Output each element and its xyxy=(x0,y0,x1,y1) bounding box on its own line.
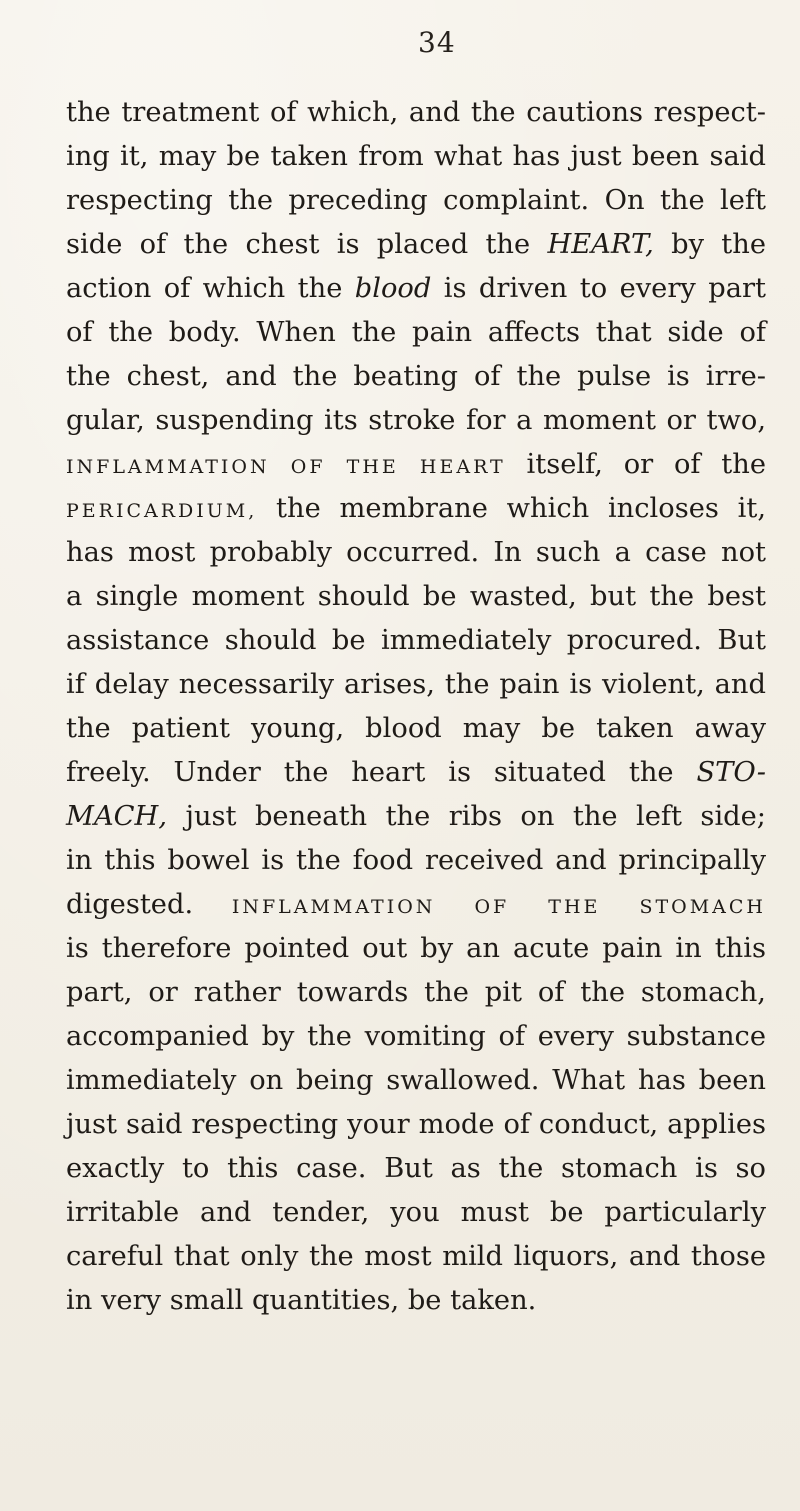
smallcaps-inflammation-stomach: INFLAMMATION OF THE STOMACH xyxy=(231,896,766,918)
text-line: of the body. When the pain affects that side of xyxy=(66,317,766,348)
text-line-last: in very small quantities, be taken. xyxy=(66,1285,537,1316)
text-line: respecting the preceding complaint. On the left xyxy=(66,185,766,216)
text-line: MACH, just beneath the ribs on the left side; xyxy=(66,801,766,832)
text-line: the patient young, blood may be taken away xyxy=(66,713,766,744)
text-line: action of which the blood is driven to every part xyxy=(66,273,766,304)
text-line: in this bowel is the food received and principally xyxy=(66,845,766,876)
text-line: PERICARDIUM, the membrane which incloses it, xyxy=(66,493,766,524)
text-line: exactly to this case. But as the stomach is so xyxy=(66,1153,766,1184)
text-line: side of the chest is placed the HEART, by the xyxy=(66,229,766,260)
text-line: if delay necessarily arises, the pain is violent, and xyxy=(66,669,766,700)
page-number: 34 xyxy=(418,26,456,59)
text-line: immediately on being swallowed. What has been xyxy=(66,1065,766,1096)
smallcaps-pericardium: PERICARDIUM, xyxy=(66,500,258,522)
text-line: ing it, may be taken from what has just been said xyxy=(66,141,766,172)
text-line: is therefore pointed out by an acute pain in this xyxy=(66,933,766,964)
text-line: accompanied by the vomiting of every substance xyxy=(66,1021,766,1052)
text-line: assistance should be immediately procured. But xyxy=(66,625,766,656)
text-line: a single moment should be wasted, but the best xyxy=(66,581,766,612)
emphasis-blood: blood xyxy=(354,273,432,304)
body-text xyxy=(66,91,766,1323)
text-line: digested. INFLAMMATION OF THE STOMACH xyxy=(66,889,766,920)
emphasis-stomach-cont: MACH, xyxy=(66,801,168,832)
emphasis-stomach: STO- xyxy=(696,757,766,788)
text-line: careful that only the most mild liquors, and those xyxy=(66,1241,766,1272)
text-line: INFLAMMATION OF THE HEART itself, or of the xyxy=(66,449,766,480)
text-line: irritable and tender, you must be particularly xyxy=(66,1197,766,1228)
text-line: part, or rather towards the pit of the stomach, xyxy=(66,977,766,1008)
text-line: the chest, and the beating of the pulse is irre- xyxy=(66,361,766,392)
text-line: gular, suspending its stroke for a moment or two, xyxy=(66,405,766,436)
text-line: has most probably occurred. In such a case not xyxy=(66,537,766,568)
text-line: freely. Under the heart is situated the STO- xyxy=(66,757,766,788)
emphasis-heart: HEART, xyxy=(547,229,654,260)
text-line: the treatment of which, and the cautions respect- xyxy=(66,97,766,128)
text-line: just said respecting your mode of conduct, applies xyxy=(66,1109,766,1140)
smallcaps-inflammation-heart: INFLAMMATION OF THE HEART xyxy=(66,456,506,478)
